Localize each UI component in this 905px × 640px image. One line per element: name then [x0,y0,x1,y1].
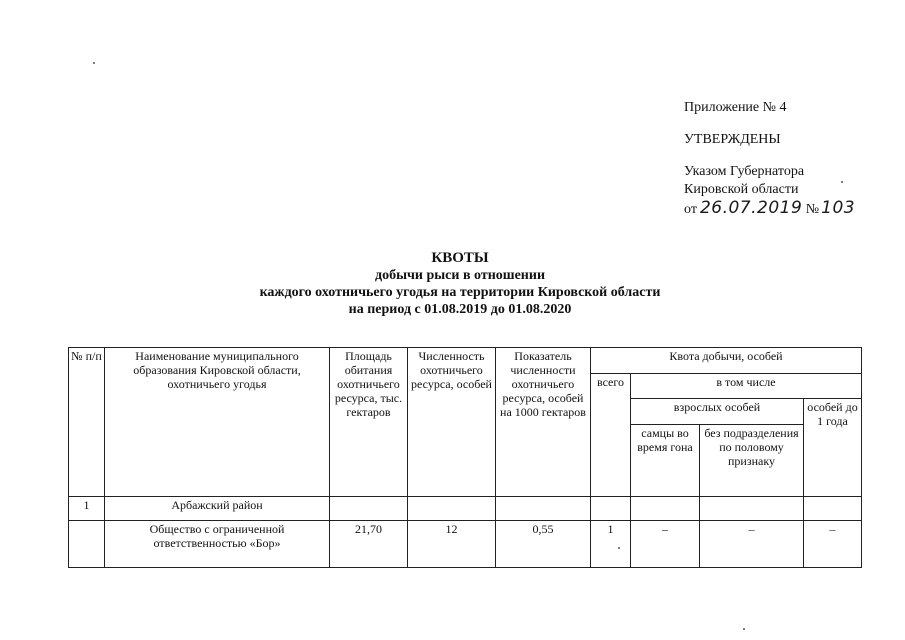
cell-name: Арбажский район [105,497,330,521]
table-row [69,497,862,521]
table-row [69,521,862,568]
header-count: Численность охотничьего ресурса, особей [408,348,496,497]
appendix-label: Приложение № 4 [684,100,787,115]
scan-speck [93,62,95,64]
header-young: особей до 1 года [804,399,862,497]
cell-males [631,497,700,521]
from-label: от [684,202,697,217]
header-area: Площадь обитания охотничьего ресурса, тыс. гектаров [330,348,408,497]
cell-total: 1 [591,521,631,568]
title-line-2: добычи рыси в отношении [374,268,546,283]
title-line-1: КВОТЫ [431,250,489,266]
header-including: в том числе [631,374,862,399]
decree-date-line [684,199,855,219]
cell-density [496,497,591,521]
cell-young [804,497,862,521]
scan-speck [743,628,745,630]
approval-block [684,99,855,219]
document-title [240,250,680,318]
cell-density: 0,55 [496,521,591,568]
cell-males: – [631,521,700,568]
quota-table [68,347,862,568]
header-name: Наименование муниципального образования Кировской области, охотничьего угодья [105,348,330,497]
cell-num [69,521,105,568]
decree-line-2: Кировской области [684,182,799,197]
cell-num: 1 [69,497,105,521]
scan-speck [618,547,620,549]
header-density: Показатель численности охотничьего ресурса, особей на 1000 гектаров [496,348,591,497]
header-num: № п/п [69,348,105,497]
handwritten-number: 103 [821,198,856,218]
header-quota: Квота добычи, особей [591,348,862,374]
decree-line-1: Указом Губернатора [684,164,805,179]
cell-total [591,497,631,521]
header-total: всего [591,374,631,497]
cell-count: 12 [408,521,496,568]
title-line-3: каждого охотничьего угодья на территории Кировской области [259,285,661,300]
header-adults: взрослых особей [631,399,804,425]
cell-name: Общество с ограниченной ответственностью «Бор» [105,521,330,568]
header-no-sex: без подразделения по половому признаку [700,425,804,497]
cell-count [408,497,496,521]
cell-area [330,497,408,521]
title-line-4: на период с 01.08.2019 до 01.08.2020 [348,302,572,317]
header-males: самцы во время гона [631,425,700,497]
approved-label: УТВЕРЖДЕНЫ [684,132,781,147]
cell-no-sex: – [700,521,804,568]
cell-no-sex [700,497,804,521]
handwritten-date: 26.07.2019 [699,198,803,218]
cell-area: 21,70 [330,521,408,568]
scan-speck [841,181,843,183]
cell-young: – [804,521,862,568]
number-label: № [805,202,820,217]
